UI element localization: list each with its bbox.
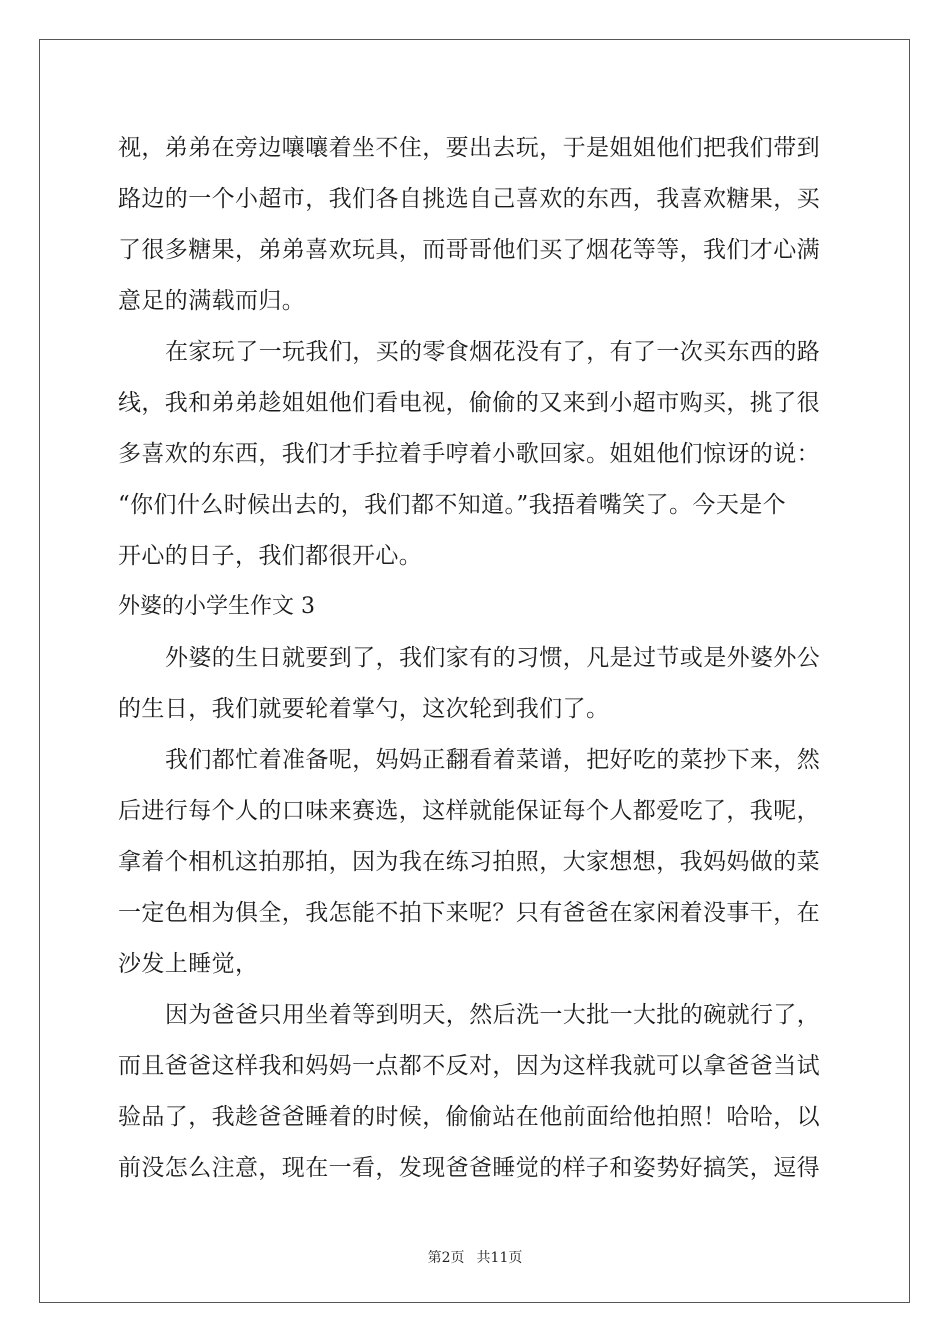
text-line: 了很多糖果，弟弟喜欢玩具，而哥哥他们买了烟花等等，我们才心满 [118, 237, 820, 263]
page-footer [0, 1247, 950, 1267]
text-line: 意足的满载而归。 [118, 288, 306, 314]
text-line: 线，我和弟弟趁姐姐他们看电视，偷偷的又来到小超市购买，挑了很 [118, 390, 820, 416]
text-line: 沙发上睡觉， [118, 951, 259, 977]
text-line: 验品了，我趁爸爸睡着的时候，偷偷站在他前面给他拍照！哈哈，以 [118, 1104, 820, 1130]
text-line: 外婆的生日就要到了，我们家有的习惯，凡是过节或是外婆外公 [165, 645, 821, 671]
text-line: 的生日，我们就要轮着掌勺，这次轮到我们了。 [118, 696, 610, 722]
text-line: “你们什么时候出去的，我们都不知道。”我捂着嘴笑了。今天是个 [118, 492, 787, 518]
text-line: 多喜欢的东西，我们才手拉着手哼着小歌回家。姐姐他们惊讶的说： [118, 441, 820, 467]
text-line: 而且爸爸这样我和妈妈一点都不反对，因为这样我就可以拿爸爸当试 [118, 1053, 820, 1079]
page-number: 第2页 [427, 1250, 465, 1266]
text-line: 后进行每个人的口味来赛选，这样就能保证每个人都爱吃了，我呢， [118, 798, 820, 824]
text-line: 我们都忙着准备呢，妈妈正翻看着菜谱，把好吃的菜抄下来，然 [165, 747, 821, 773]
text-line: 路边的一个小超市，我们各自挑选自己喜欢的东西，我喜欢糖果，买 [118, 186, 820, 212]
text-line: 一定色相为俱全，我怎能不拍下来呢？只有爸爸在家闲着没事干，在 [118, 900, 820, 926]
text-line: 开心的日子，我们都很开心。 [118, 543, 423, 569]
page-total: 共11页 [476, 1250, 523, 1266]
section-heading: 外婆的小学生作文 3 [118, 594, 315, 619]
text-line: 视，弟弟在旁边嚷嚷着坐不住，要出去玩，于是姐姐他们把我们带到 [118, 135, 820, 161]
text-line: 前没怎么注意，现在一看，发现爸爸睡觉的样子和姿势好搞笑，逗得 [118, 1155, 820, 1181]
text-line: 在家玩了一玩我们，买的零食烟花没有了，有了一次买东西的路 [165, 339, 821, 365]
document-body [118, 128, 834, 1199]
text-line: 拿着个相机这拍那拍，因为我在练习拍照，大家想想，我妈妈做的菜 [118, 849, 820, 875]
text-line: 因为爸爸只用坐着等到明天，然后洗一大批一大批的碗就行了， [165, 1002, 821, 1028]
